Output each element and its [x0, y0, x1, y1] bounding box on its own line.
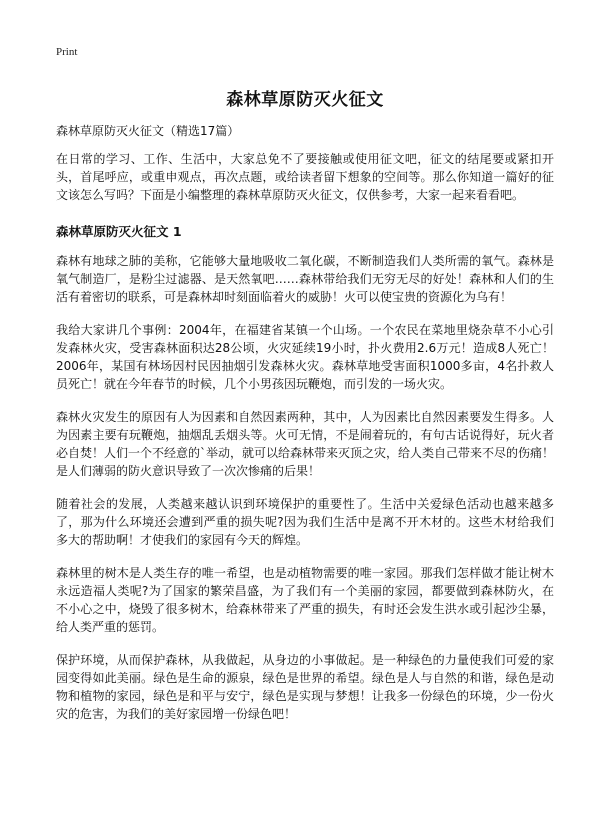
body-paragraph: 保护环境，从而保护森林，从我做起，从身边的小事做起。是一种绿色的力量使我们可爱的家园变得如此美丽。绿色是生命的源泉，绿色是世界的希望。绿色是人与自然的和谐，绿色是动物和植物的家园，绿色是和平与安宁，绿色是实现与梦想！让我多一份绿色的环境，少一份火灾的危害，为我们的美好家园增一份绿色吧！: [56, 653, 554, 721]
body-paragraph: 森林有地球之肺的美称，它能够大量地吸收二氧化碳，不断制造我们人类所需的氧气。森林是氧气制造厂，是粉尘过滤器、是天然氧吧……森林带给我们无穷无尽的好处！森林和人们的生活有着密切的联系，可是森林却时刻面临着火的威胁！火可以使宝贵的资源化为乌有！: [56, 254, 554, 304]
document-body: [56, 150, 554, 738]
section-heading: 森林草原防灭火征文 1: [56, 224, 182, 239]
print-link[interactable]: Print: [56, 46, 78, 58]
body-paragraph: 森林里的树木是人类生存的唯一希望，也是动植物需要的唯一家园。那我们怎样做才能让树木永远造福人类呢?为了国家的繁荣昌盛，为了我们有一个美丽的家园，都要做到森林防火，在不小心之中，烧毁了很多树木，给森林带来了严重的损失，有时还会发生洪水或引起沙尘暴，给人类严重的惩罚。: [56, 566, 554, 634]
intro-paragraph: 在日常的学习、工作、生活中，大家总免不了要接触或使用征文吧，征文的结尾要或紧扣开头，首尾呼应，或重申观点，再次点题，或给读者留下想象的空间等。那么你知道一篇好的征文该怎么写吗？下面是小编整理的森林草原防灭火征文，仅供参考，大家一起来看看吧。: [56, 152, 554, 202]
body-paragraph: 森林火灾发生的原因有人为因素和自然因素两种，其中，人为因素比自然因素要发生得多。人为因素主要有玩鞭炮，抽烟乱丢烟头等。火可无情，不是闹着玩的，有句古话说得好，玩火者必自焚！人们一个不经意的`举动，就可以给森林带来灭顶之灾，给人类自己带来不尽的伤痛！是人们薄弱的防火意识导致了一次次惨痛的后果！: [56, 410, 555, 478]
body-paragraph: 随着社会的发展，人类越来越认识到环境保护的重要性了。生活中关爱绿色活动也越来越多了，那为什么环境还会遭到严重的损失呢?因为我们生活中是离不开木材的。这些木材给我们多大的帮助啊！才使我们的家园有今天的辉煌。: [56, 497, 554, 547]
body-paragraph: 我给大家讲几个事例：2004年，在福建省某镇一个山场。一个农民在菜地里烧杂草不小心引发森林火灾，受害森林面积达28公顷，火灾延续19小时，扑火费用2.6万元！造成8人死亡！2006年，某国有林场因村民因抽烟引发森林火灾。森林草地受害面积1000多亩，4名扑救人员死亡！就在今年春节的时候，几个小男孩因玩鞭炮，而引发的一场火灾。: [56, 323, 554, 391]
document-subtitle: 森林草原防灭火征文（精选17篇）: [56, 124, 240, 138]
page-title: 森林草原防灭火征文: [226, 90, 384, 110]
